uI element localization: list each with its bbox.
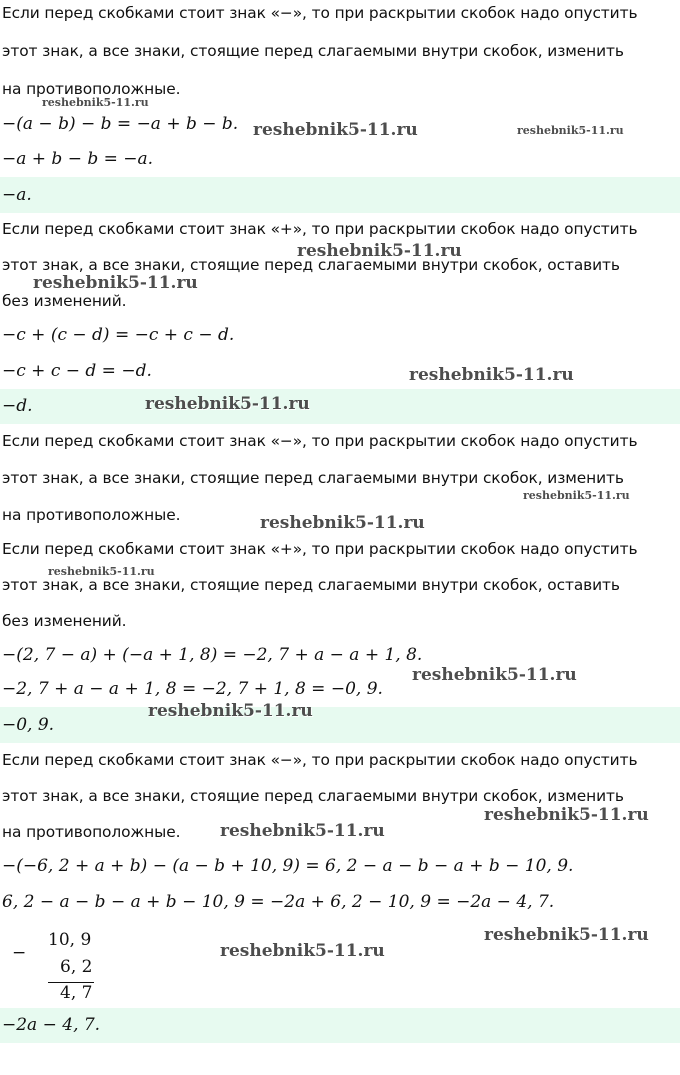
rule-text-line: Если перед скобками стоит знак «+», то при раскрытии скобок надо опустить: [2, 220, 638, 238]
equation-line: −2, 7 + a − a + 1, 8 = −2, 7 + 1, 8 = −0, 9.: [2, 679, 383, 699]
rule-text-line: этот знак, а все знаки, стоящие перед слагаемыми внутри скобок, изменить: [2, 787, 624, 805]
watermark: reshebnik5-11.ru: [33, 273, 198, 293]
watermark: reshebnik5-11.ru: [220, 941, 385, 961]
watermark: reshebnik5-11.ru: [145, 394, 310, 414]
watermark: reshebnik5-11.ru: [220, 821, 385, 841]
rule-text-line: на противоположные.: [2, 823, 181, 841]
equation-line: 6, 2 − a − b − a + b − 10, 9 = −2a + 6, 2 − 10, 9 = −2a − 4, 7.: [2, 892, 555, 912]
answer-band: [0, 707, 680, 743]
watermark: reshebnik5-11.ru: [253, 120, 418, 140]
result: 4, 7: [60, 983, 93, 1003]
watermark: reshebnik5-11.ru: [484, 805, 649, 825]
watermark: reshebnik5-11.ru: [517, 124, 624, 137]
watermark: reshebnik5-11.ru: [260, 513, 425, 533]
rule-text-line: на противоположные.: [2, 80, 181, 98]
equation-line: −(2, 7 − a) + (−a + 1, 8) = −2, 7 + a − a + 1, 8.: [2, 645, 423, 665]
minus-sign: −: [12, 943, 27, 963]
watermark: reshebnik5-11.ru: [412, 665, 577, 685]
rule-text-line: Если перед скобками стоит знак «−», то при раскрытии скобок надо опустить: [2, 751, 638, 769]
answer-band: [0, 389, 680, 424]
subtrahend: 6, 2: [60, 957, 93, 977]
watermark: reshebnik5-11.ru: [148, 701, 313, 721]
watermark: reshebnik5-11.ru: [48, 565, 155, 578]
rule-text-line: этот знак, а все знаки, стоящие перед слагаемыми внутри скобок, оставить: [2, 576, 620, 594]
answer-text: −0, 9.: [2, 715, 55, 735]
watermark: reshebnik5-11.ru: [409, 365, 574, 385]
equation-line: −c + c − d = −d.: [2, 361, 152, 381]
rule-text-line: без изменений.: [2, 612, 127, 630]
watermark: reshebnik5-11.ru: [523, 489, 630, 502]
equation-line: −a + b − b = −a.: [2, 149, 154, 169]
watermark: reshebnik5-11.ru: [297, 241, 462, 261]
rule-text-line: этот знак, а все знаки, стоящие перед слагаемыми внутри скобок, изменить: [2, 469, 624, 487]
rule-text-line: без изменений.: [2, 292, 127, 310]
equation-line: −c + (c − d) = −c + c − d.: [2, 325, 235, 345]
answer-band: [0, 177, 680, 213]
answer-band: [0, 1008, 680, 1043]
rule-text-line: Если перед скобками стоит знак «−», то при раскрытии скобок надо опустить: [2, 432, 638, 450]
rule-text-line: этот знак, а все знаки, стоящие перед слагаемыми внутри скобок, изменить: [2, 42, 624, 60]
watermark: reshebnik5-11.ru: [42, 96, 149, 109]
rule-text-line: на противоположные.: [2, 506, 181, 524]
watermark: reshebnik5-11.ru: [484, 925, 649, 945]
answer-text: −2a − 4, 7.: [2, 1015, 101, 1035]
equation-line: −(−6, 2 + a + b) − (a − b + 10, 9) = 6, 2 − a − b − a + b − 10, 9.: [2, 856, 574, 876]
minuend: 10, 9: [48, 930, 92, 950]
rule-text-line: Если перед скобками стоит знак «−», то при раскрытии скобок надо опустить: [2, 4, 638, 22]
answer-text: −d.: [2, 396, 33, 416]
equation-line: −(a − b) − b = −a + b − b.: [2, 114, 239, 134]
rule-text-line: Если перед скобками стоит знак «+», то при раскрытии скобок надо опустить: [2, 540, 638, 558]
answer-text: −a.: [2, 185, 32, 205]
rule-text-line: этот знак, а все знаки, стоящие перед слагаемыми внутри скобок, оставить: [2, 256, 620, 274]
